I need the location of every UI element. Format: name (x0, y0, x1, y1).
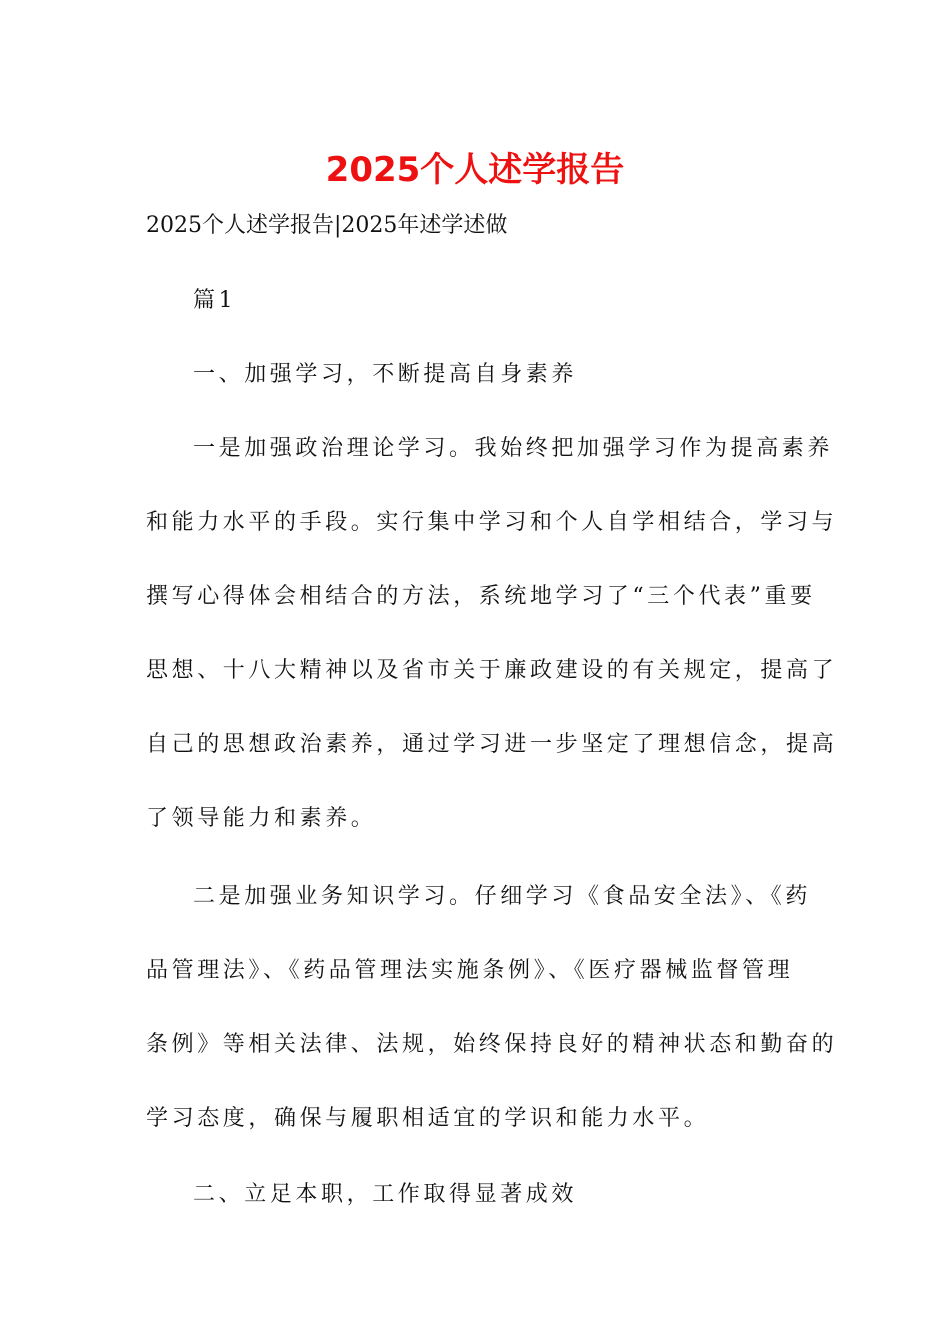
section-heading: 一、加强学习，不断提高自身素养 (193, 362, 578, 387)
paragraph-line: 二是加强业务知识学习。仔细学习《食品安全法》、《药 (193, 884, 812, 909)
document-title: 2025个人述学报告 (325, 150, 625, 190)
paragraph-line: 学习态度，确保与履职相适宜的学识和能力水平。 (146, 1106, 710, 1131)
paragraph-line: 和能力水平的手段。实行集中学习和个人自学相结合，学习与 (146, 510, 838, 535)
paragraph-line: 了领导能力和素养。 (146, 806, 377, 831)
paragraph-line: 思想、十八大精神以及省市关于廉政建设的有关规定，提高了 (146, 658, 838, 683)
document-subtitle: 2025个人述学报告|2025年述学述做 (146, 213, 508, 238)
paragraph-line: 撰写心得体会相结合的方法，系统地学习了“三个代表”重要 (146, 584, 816, 609)
paragraph-line: 品管理法》、《药品管理法实施条例》、《医疗器械监督管理 (146, 958, 794, 983)
paragraph-line: 自己的思想政治素养，通过学习进一步坚定了理想信念，提高 (146, 732, 838, 757)
section-label: 篇1 (193, 288, 237, 313)
section-heading: 二、立足本职，工作取得显著成效 (193, 1182, 578, 1207)
paragraph-line: 条例》等相关法律、法规，始终保持良好的精神状态和勤奋的 (146, 1032, 838, 1057)
paragraph-line: 一是加强政治理论学习。我始终把加强学习作为提高素养 (193, 436, 834, 461)
